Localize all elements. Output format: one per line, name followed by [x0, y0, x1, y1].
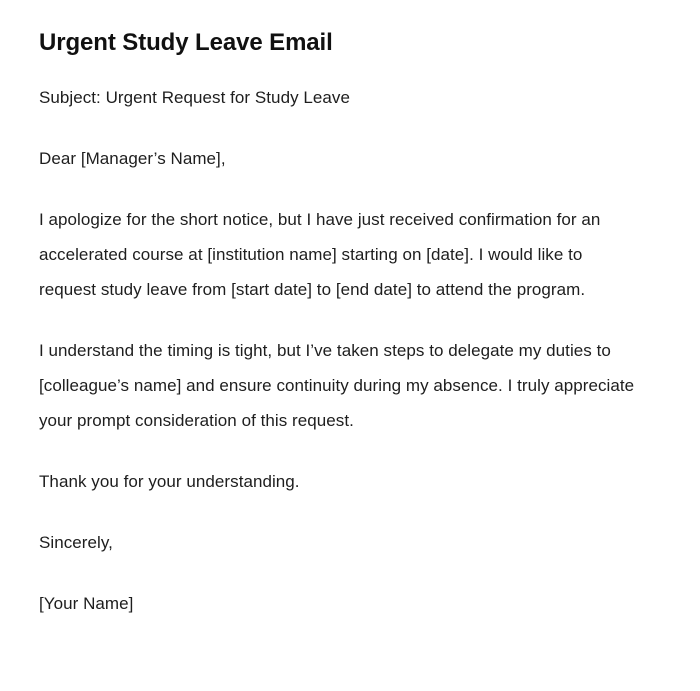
salutation: Dear [Manager’s Name],	[39, 149, 226, 168]
signature-name: [Your Name]	[39, 594, 134, 613]
body-paragraph-1: I apologize for the short notice, but I have just received confirmation for an accelerated course at [institution name] starting on [date]. I would like to request study leave from [start date] to [end date] to attend the program.	[39, 210, 601, 299]
page-title: Urgent Study Leave Email	[39, 29, 333, 56]
sign-off: Sincerely,	[39, 533, 113, 552]
body-paragraph-2: I understand the timing is tight, but I’ve taken steps to delegate my duties to [colleague’s name] and ensure continuity during my absence. I truly appreciate your prompt consideration of this request.	[39, 341, 635, 430]
document-body	[39, 80, 660, 621]
closing-thanks: Thank you for your understanding.	[39, 472, 300, 491]
subject-line: Subject: Urgent Request for Study Leave	[39, 88, 350, 107]
